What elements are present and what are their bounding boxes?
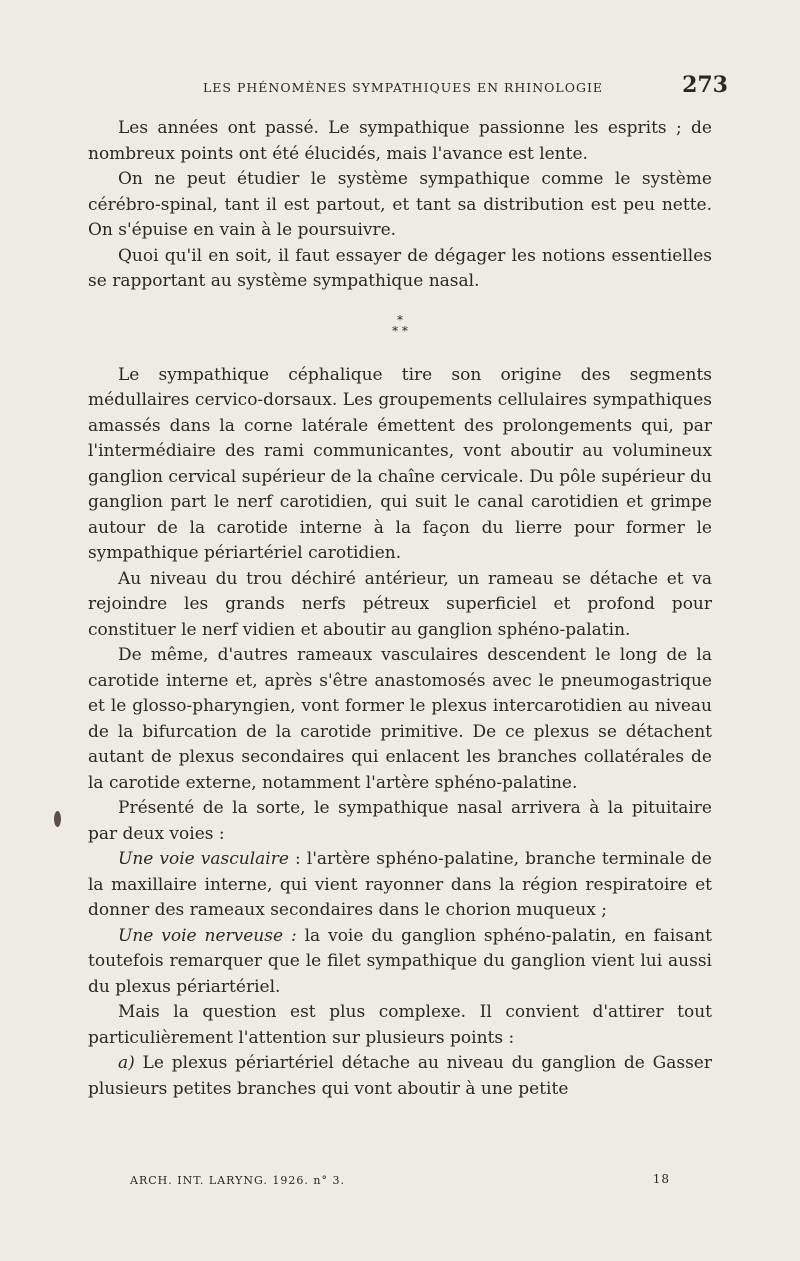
paragraph-text: la voie du ganglion sphéno-palatin, en faisant toutefois remarquer que le filet sympathique du ganglion vient lui aussi du plexus périartériel. — [88, 925, 712, 997]
paragraph-text: : l'artère sphéno-palatine, branche terminale de la maxillaire interne, qui vient rayonner dans la région respiratoire et donner des rameaux secondaires dans le chorion muqueux ; — [88, 849, 712, 920]
page-header — [88, 72, 728, 106]
paragraph: Les années ont passé. Le sympathique passionne les esprits ; de nombreux points ont été élucidés, mais l'avance est lente. — [88, 118, 712, 164]
signature-mark: 18 — [652, 1172, 670, 1186]
paragraph: Au niveau du trou déchiré antérieur, un rameau se détache et va rejoindre les grands nerfs pétreux superficiel et profond pour constituer le nerf vidien et aboutir au ganglion sphéno-palatin. — [88, 568, 712, 640]
body-text — [88, 116, 712, 1102]
separator-stars-bottom: * * — [392, 323, 408, 338]
paragraph — [88, 847, 712, 924]
paragraph-label: Une voie nerveuse : — [118, 925, 297, 946]
paragraph-text: Le plexus périartériel détache au niveau du ganglion de Gasser plusieurs petites branches qui vont aboutir à une petite — [88, 1053, 712, 1099]
paragraph — [88, 924, 712, 1001]
paragraph — [88, 1051, 712, 1102]
paragraph: On ne peut étudier le système sympathique comme le système cérébro-spinal, tant il est partout, et tant sa distribution est peu nette. On s'épuise en vain à le poursuivre. — [88, 169, 712, 240]
paragraph: De même, d'autres rameaux vasculaires descendent le long de la carotide interne et, après s'être anastomosés avec le pneumogastrique et le glosso-pharyngien, vont former le plexus intercarotidien au niveau de la bifurcation de la carotide primitive. De ce plexus se détachent autant de plexus secondaires qui enlacent les branches collatérales de la carotide externe, notamment l'artère sphéno-palatine. — [88, 645, 712, 793]
paragraph: Présenté de la sorte, le sympathique nasal arrivera à la pituitaire par deux voies : — [88, 798, 712, 844]
running-title: LES PHÉNOMÈNES SYMPATHIQUES EN RHINOLOGIE — [203, 80, 604, 95]
separator-star-top: * — [397, 312, 403, 327]
paragraph: Le sympathique céphalique tire son origine des segments médullaires cervico-dorsaux. Les groupements cellulaires sympathiques amassés dans la corne latérale émettent des prolongements qui, par l'intermédiaire des rami communicantes, vont aboutir au volumineux ganglion cervical supérieur de la chaîne cervicale. Du pôle supérieur du ganglion part le nerf carotidien, qui suit le canal carotidien et grimpe autour de la carotide interne à la façon du lierre pour former le sympathique périartériel carotidien. — [88, 364, 712, 563]
journal-reference: ARCH. INT. LARYNG. 1926. n° 3. — [130, 1174, 345, 1187]
page-number: 273 — [682, 72, 728, 98]
ink-mark — [54, 811, 61, 827]
paragraph: Quoi qu'il en soit, il faut essayer de dégager les notions essentielles se rapportant au système sympathique nasal. — [88, 245, 712, 291]
section-separator — [88, 312, 712, 338]
paragraph-label: Une voie vasculaire — [118, 849, 289, 869]
paragraph: Mais la question est plus complexe. Il convient d'attirer tout particulièrement l'attention sur plusieurs points : — [88, 1002, 712, 1048]
paragraph-label: a) — [118, 1053, 135, 1073]
page-footer — [130, 1172, 670, 1192]
